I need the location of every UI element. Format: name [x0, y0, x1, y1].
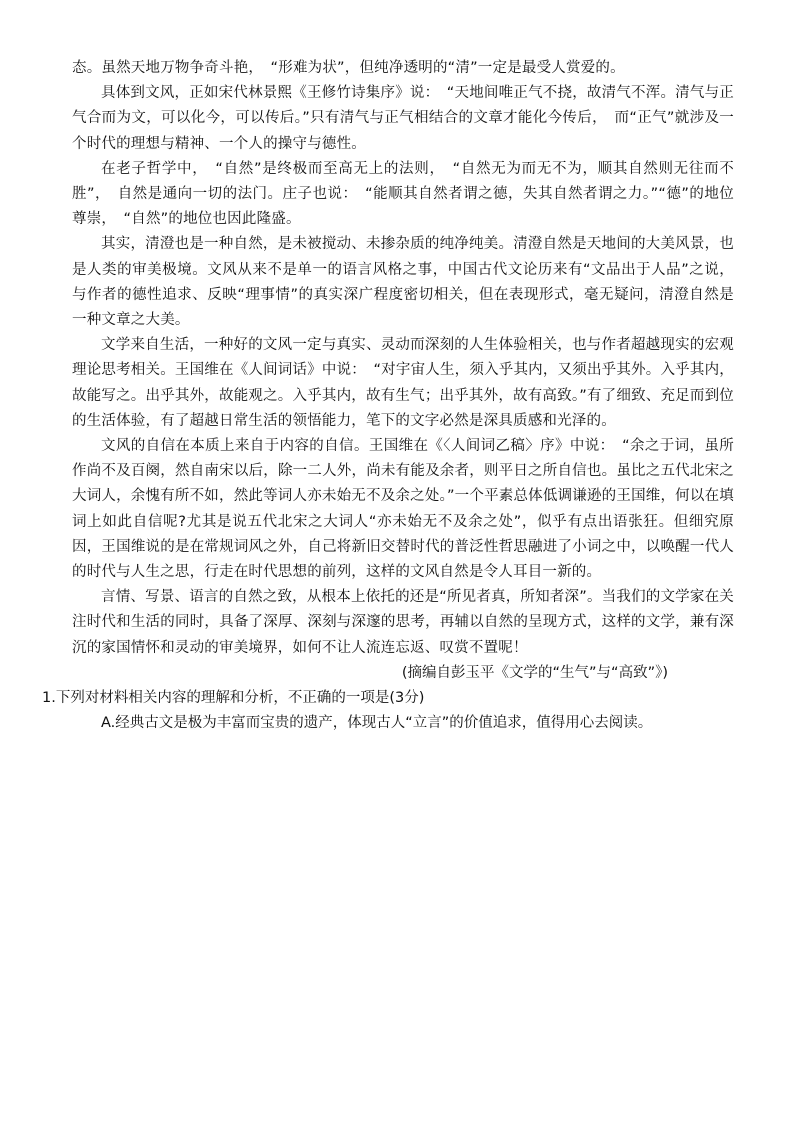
article-paragraph-4: 其实，清澄也是一种自然，是未被搅动、未掺杂质的纯净纯美。清澄自然是天地间的大美风景，也是人类的审美极境。文风从来不是单一的语言风格之事，中国古代文论历来有“文品出于人品”之说，与作者的德性追求、反映“理事情”的真实深广程度密切相关，但在表现形式，毫无疑问，清澄自然是一种文章之大美。	[72, 236, 734, 329]
article-paragraph-5: 文学来自生活，一种好的文风一定与真实、灵动而深刻的人生体验相关，也与作者超越现实的宏观理论思考相关。王国维在《人间词话》中说： “对宇宙人生，须入乎其内，又须出乎其外。入乎其内，故能写之。出乎其外，故能观之。入乎其内，故有生气；出乎其外，故有高致。”有了细致、充足而到位的生活体验，有了超越日常生活的领悟能力，笔下的文字必然是深具质感和光泽的。	[72, 337, 734, 429]
article-paragraph-1: 态。虽然天地万物争奇斗艳， “形难为状”，但纯净透明的“清”一定是最受人赏爱的。	[72, 60, 625, 76]
document-page	[42, 56, 734, 736]
article-paragraph-2: 具体到文风，正如宋代林景熙《王修竹诗集序》说： “天地间唯正气不挠，故清气不浑。清气与正气合而为文，可以化今，可以传后。”只有清气与正气相结合的文章才能化今传后， 而“正气”就涉及一个时代的理想与精神、一个人的操守与德性。	[72, 85, 734, 152]
article-paragraph-6: 文风的自信在本质上来自于内容的自信。王国维在《〈人间词乙稿〉序》中说： “余之于词，虽所作尚不及百阕，然自南宋以后，除一二人外，尚未有能及余者，则平日之所自信也。虽比之五代北宋之大词人，余愧有所不如，然此等词人亦未始无不及余之处。”一个平素总体低调谦逊的王国维，何以在填词上如此自信呢?尤其是说五代北宋之大词人“亦未始无不及余之处”，似乎有点出语张狂。但细究原因，王国维说的是在常规词风之外，自己将新旧交替时代的普泛性哲思融进了小词之中，以唤醒一代人的时代与人生之思，行走在时代思想的前列，这样的文风自然是令人耳目一新的。	[72, 438, 734, 581]
question-stem: 1.下列对材料相关内容的理解和分析，不正确的一项是(3分)	[42, 690, 425, 707]
article-paragraph-3: 在老子哲学中， “自然”是终极而至高无上的法则， “自然无为而无不为，顺其自然则无往而不胜”， 自然是通向一切的法门。庄子也说： “能顺其自然者谓之德，失其自然者谓之力。”“德”的地位尊崇， “自然”的地位也因此隆盛。	[72, 160, 734, 228]
article-paragraph-7: 言情、写景、语言的自然之致，从根本上依托的还是“所见者真，所知者深”。当我们的文学家在关注时代和生活的同时，具备了深厚、深刻与深邃的思考，再辅以自然的呈现方式，这样的文学，兼有深沉的家国情怀和灵动的审美境界，如何不让人流连忘返、叹赏不置呢！	[72, 589, 734, 656]
question-option-a: A.经典古文是极为丰富而宝贵的遗产，体现古人“立言”的价值追求，值得用心去阅读。	[101, 715, 653, 732]
article-source: (摘编自彭玉平《文学的“生气”与“高致”》)	[401, 664, 668, 681]
